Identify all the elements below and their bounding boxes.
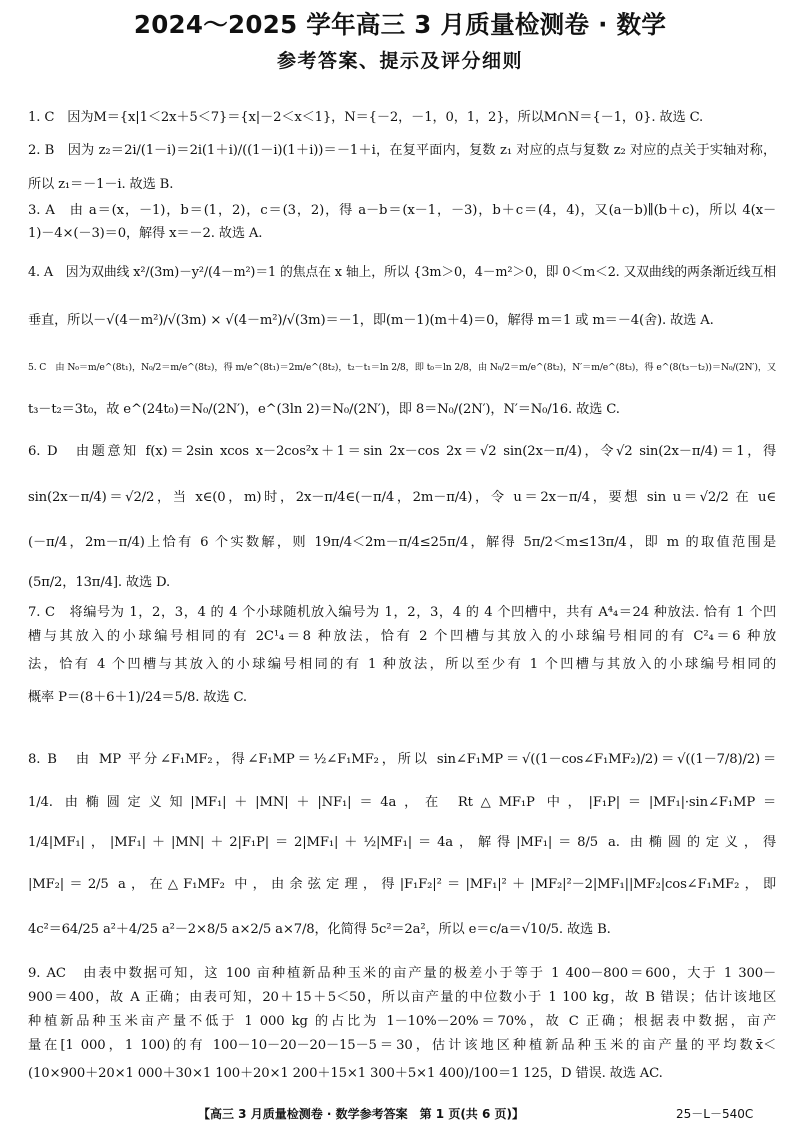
answer-line: t₃－t₂＝3t₀，故 e^(24t₀)＝N₀/(2N′)，e^(3ln 2)＝N₀/(2N′)，即 8＝N₀/(2N′)，N′＝N₀/16. 故选 C.: [28, 402, 620, 417]
answer-line: 垂直，所以－√(4－m²)/√(3m) × √(4－m²)/√(3m)＝－1，即(m－1)(m＋4)＝0，解得 m＝1 或 m＝－4(舍). 故选 A.: [28, 313, 714, 328]
page-subtitle: 参考答案、提示及评分细则: [276, 50, 523, 72]
answer-line: 1/4|MF₁|，|MF₁|＋|MN|＋2|F₁P|＝2|MF₁|＋½|MF₁|＝4a，解得|MF₁|＝8/5 a. 由椭圆的定义，得: [28, 835, 776, 850]
answer-line: 7. C 将编号为 1，2，3，4 的 4 个小球随机放入编号为 1，2，3，4 的 4 个凹槽中，共有 A⁴₄＝24 种放法. 恰有 1 个凹: [28, 605, 776, 620]
answer-line: 6. D 由题意知 f(x)＝2sin xcos x－2cos²x＋1＝sin 2x－cos 2x＝√2 sin(2x－π/4)，令√2 sin(2x－π/4)＝1，得: [28, 444, 776, 459]
answer-line: (10×900＋20×1 000＋30×1 100＋20×1 200＋15×1 300＋5×1 400)/100＝1 125，D 错误. 故选 AC.: [28, 1066, 663, 1081]
answer-line: |MF₂|＝2/5 a，在△F₁MF₂ 中，由余弦定理，得|F₁F₂|²＝|MF₁|²＋|MF₂|²－2|MF₁||MF₂|cos∠F₁MF₂，即: [28, 877, 776, 892]
answer-line: 3. A 由 a＝(x，－1)，b＝(1，2)，c＝(3，2)，得 a－b＝(x－1，－3)，b＋c＝(4，4)，又(a－b)∥(b＋c)，所以 4(x－: [28, 203, 776, 218]
answer-line: 8. B 由 MP 平分∠F₁MF₂，得∠F₁MP＝½∠F₁MF₂，所以 sin∠F₁MP＝√((1－cos∠F₁MF₂)/2)＝√((1－7/8)/2)＝: [28, 752, 776, 767]
page-title: 2024～2025 学年高三 3 月质量检测卷 · 数学: [133, 10, 667, 39]
answer-line: (－π/4，2m－π/4)上恰有 6 个实数解，则 19π/4＜2m－π/4≤25π/4，解得 5π/2＜m≤13π/4，即 m 的取值范围是: [28, 535, 776, 550]
answer-line: (5π/2，13π/4]. 故选 D.: [28, 575, 171, 590]
answer-line: 所以 z₁＝－1－i. 故选 B.: [28, 177, 174, 192]
answer-line: 4. A 因为双曲线 x²/(3m)－y²/(4－m²)＝1 的焦点在 x 轴上，所以 {3m＞0，4－m²＞0，即 0＜m＜2. 又双曲线的两条渐近线互相: [28, 265, 776, 280]
answer-line: 1)－4×(－3)＝0，解得 x＝－2. 故选 A.: [28, 226, 263, 241]
answer-line: 法，恰有 4 个凹槽与其放入的小球编号相同的有 1 种放法，所以至少有 1 个凹槽与其放入的小球编号相同的: [28, 657, 776, 672]
answer-line: 1/4. 由椭圆定义知|MF₁|＋|MN|＋|NF₁|＝4a，在 Rt△MF₁P 中，|F₁P|＝|MF₁|·sin∠F₁MP＝: [28, 795, 776, 810]
answer-line: 2. B 因为 z₂＝2i/(1－i)＝2i(1＋i)/((1－i)(1＋i))＝－1＋i，在复平面内，复数 z₁ 对应的点与复数 z₂ 对应的点关于实轴对称，: [28, 143, 776, 158]
answer-line: 1. C 因为M＝{x|1＜2x＋5＜7}＝{x|－2＜x＜1}，N＝{－2，－1，0，1，2}，所以M∩N＝{－1，0}. 故选 C.: [28, 110, 704, 125]
answer-line: 5. C 由 N₀＝m/e^(8t₁)，N₀/2＝m/e^(8t₂)，得 m/e^(8t₁)＝2m/e^(8t₂)，t₂－t₁＝ln 2/8，即 t₀＝ln 2/8，由 N₀/2＝m/e^(8t₂)，N′＝m/e^(8t₃)，得 e^(8(t₃－t₂))＝N₀/(2N′)，又: [28, 362, 776, 373]
answer-line: 量在[1 000，1 100)的有 100－10－20－20－15－5＝30，估计该地区种植新品种玉米的亩产量的平均数x̄＜: [28, 1038, 776, 1053]
answer-line: sin(2x－π/4)＝√2/2，当 x∈(0，m)时，2x－π/4∈(－π/4，2m－π/4)，令 u＝2x－π/4，要想 sin u＝√2/2 在 u∈: [28, 490, 776, 505]
answer-line: 900＝400，故 A 正确；由表可知，20＋15＋5＜50，所以亩产量的中位数小于 1 100 kg，故 B 错误；估计该地区: [28, 990, 776, 1005]
footer-doc-code: 25－L－540C: [676, 1107, 754, 1121]
footer-page-info: 【高三 3 月质量检测卷 · 数学参考答案 第 1 页(共 6 页)】: [198, 1107, 524, 1121]
answer-line: 4c²＝64/25 a²＋4/25 a²－2×8/5 a×2/5 a×7/8，化简得 5c²＝2a²，所以 e＝c/a＝√10/5. 故选 B.: [28, 922, 611, 937]
answer-line: 种植新品种玉米亩产量不低于 1 000 kg 的占比为 1－10%－20%＝70%，故 C 正确；根据表中数据，亩产: [28, 1014, 776, 1029]
answer-line: 槽与其放入的小球编号相同的有 2C¹₄＝8 种放法，恰有 2 个凹槽与其放入的小球编号相同的有 C²₄＝6 种放: [28, 629, 776, 644]
answer-line: 9. AC 由表中数据可知，这 100 亩种植新品种玉米的亩产量的极差小于等于 1 400－800＝600，大于 1 300－: [28, 966, 776, 981]
answer-line: 概率 P＝(8＋6＋1)/24＝5/8. 故选 C.: [28, 690, 247, 705]
